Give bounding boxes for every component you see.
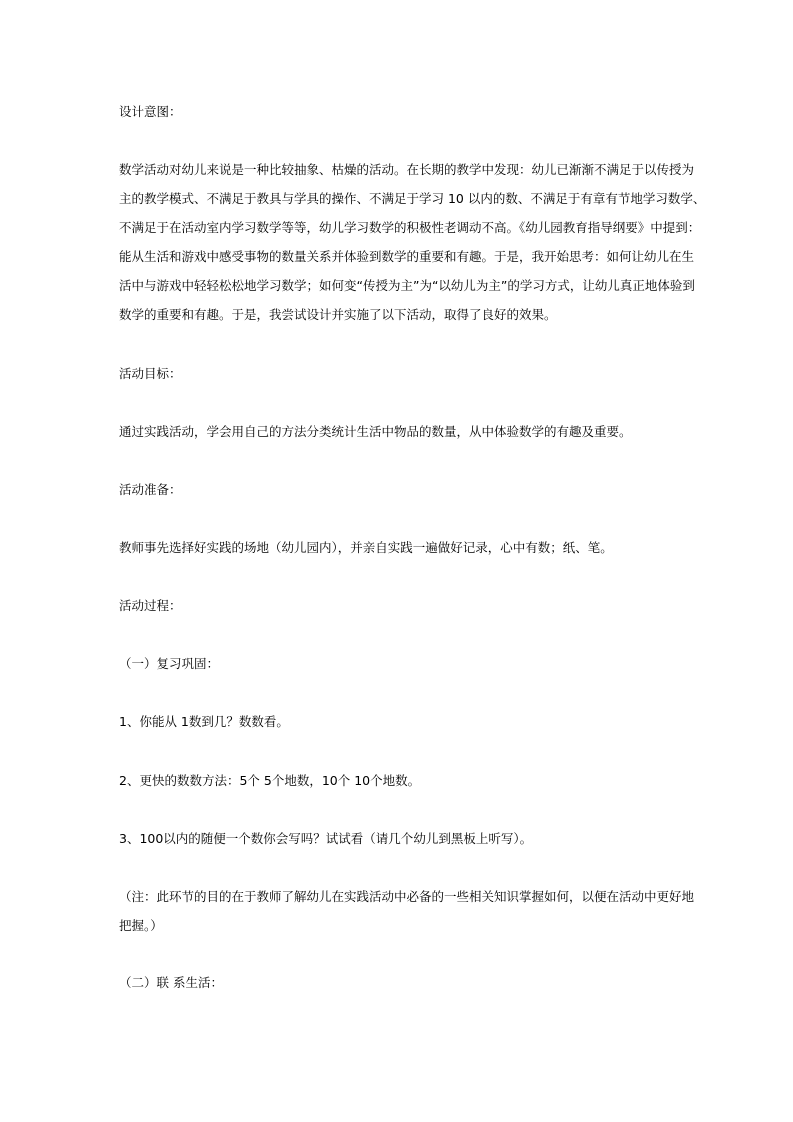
activity-goal-text: 通过实践活动，学会用自己的方法分类统计生活中物品的数量，从中体验数学的有趣及重要。	[119, 424, 632, 439]
heading-activity-process: 活动过程：	[119, 598, 182, 613]
heading-activity-goal: 活动目标：	[119, 366, 182, 381]
paragraph-line: 数学活动对幼儿来说是一种比较抽象、枯燥的活动。在长期的教学中发现：幼儿已渐渐不满足于以传授为	[119, 162, 695, 177]
paragraph-line: （注：此环节的目的在于教师了解幼儿在实践活动中必备的一些相关知识掌握如何，以便在活动中更好地	[119, 889, 695, 904]
paragraph-line: 主的教学模式、不满足于教具与学具的操作、不满足于学习 10 以内的数、不满足于有章有节地学习数学、	[119, 191, 706, 206]
design-intent-paragraph	[119, 155, 706, 329]
heading-activity-prep: 活动准备：	[119, 482, 182, 497]
paragraph-line: 能从生活和游戏中感受事物的数量关系并体验到数学的重要和有趣。于是，我开始思考：如何让幼儿在生	[119, 249, 695, 264]
paragraph-line: 把握。）	[119, 918, 163, 933]
section-review-title: （一）复习巩固：	[119, 656, 220, 671]
heading-design-intent: 设计意图：	[119, 104, 182, 119]
list-item: 3、100以内的随便一个数你会写吗？试试看（请几个幼儿到黑板上听写）。	[119, 831, 533, 846]
list-item: 2、更快的数数方法：5个 5个地数，10个 10个地数。	[119, 773, 421, 788]
paragraph-line: 活中与游戏中轻轻松松地学习数学；如何变“传授为主”为“以幼儿为主”的学习方式，让幼儿真正地体验到	[119, 278, 695, 293]
activity-prep-text: 教师事先选择好实践的场地（幼儿园内），并亲自实践一遍做好记录，心中有数；纸、笔。	[119, 540, 613, 555]
paragraph-line: 不满足于在活动室内学习数学等等，幼儿学习数学的积极性老调动不高。《幼儿园教育指导纲要》中提到：	[119, 220, 701, 235]
section-life-title: （二）联 系生活：	[119, 975, 223, 990]
note-paragraph	[119, 882, 695, 940]
paragraph-line: 数学的重要和有趣。于是，我尝试设计并实施了以下活动，取得了良好的效果。	[119, 307, 557, 322]
list-item: 1、你能从 1数到几？数数看。	[119, 714, 289, 729]
